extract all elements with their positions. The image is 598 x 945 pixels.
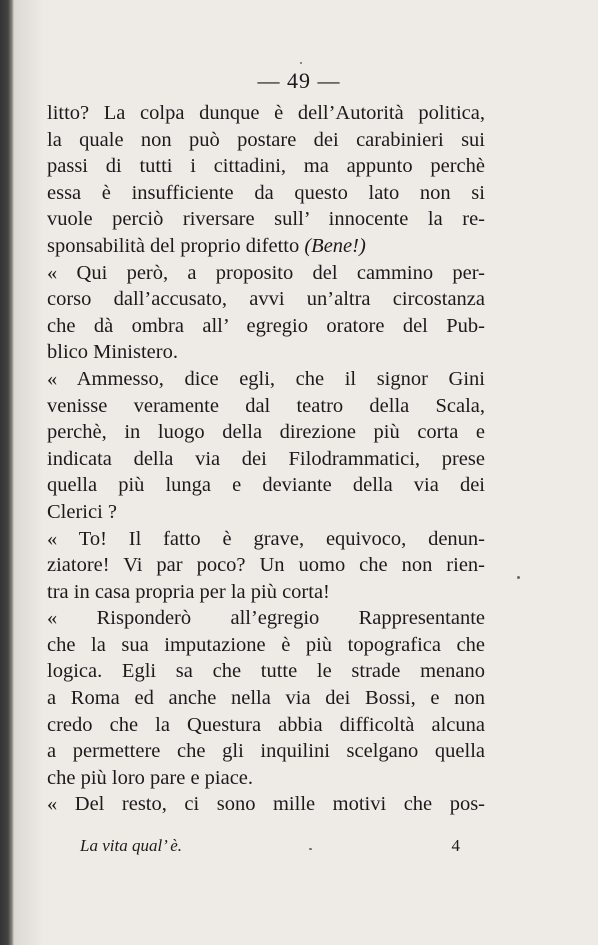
text-line <box>47 366 485 393</box>
print-speck <box>517 576 520 579</box>
text-line <box>47 685 485 712</box>
text-line-content: « To! Il fatto è grave, equivoco, denun- <box>47 527 485 550</box>
text-line <box>47 446 485 473</box>
text-line-content: a permettere che gli inquilini scelgano quella <box>47 740 485 763</box>
text-line-content: « Ammesso, dice egli, che il signor Gini <box>47 367 485 390</box>
page-number: — 49 — <box>257 68 341 93</box>
text-line-content: blico Ministero. <box>47 341 178 364</box>
text-line-content: venisse veramente dal teatro della Scala, <box>47 394 485 417</box>
signature-mark: 4 <box>451 836 460 855</box>
text-line-content: quella più lunga e deviante della via dei <box>47 474 485 497</box>
text-line <box>47 153 485 180</box>
text-line-content: passi di tutti i cittadini, ma appunto perchè <box>47 155 485 178</box>
text-line <box>47 339 485 366</box>
text-line-content: a Roma ed anche nella via dei Bossi, e non <box>47 687 485 710</box>
text-line-content: indicata della via dei Filodrammatici, prese <box>47 447 485 470</box>
text-line <box>47 658 485 685</box>
body-text <box>47 100 485 818</box>
gutter-shadow <box>14 0 44 945</box>
text-line-content: la quale non può postare dei carabinieri sui <box>47 128 485 151</box>
text-line <box>47 738 485 765</box>
text-line-content: Clerici ? <box>47 500 118 523</box>
text-line <box>47 632 485 659</box>
text-line-content: che dà ombra all’ egregio oratore del Pub- <box>47 314 485 337</box>
print-speck <box>309 848 312 850</box>
text-line <box>47 419 485 446</box>
text-line-content: litto? La colpa dunque è dell’Autorità politica, <box>47 102 485 124</box>
text-line <box>47 605 485 632</box>
text-line <box>47 127 485 154</box>
text-line <box>47 526 485 553</box>
running-title: La vita qual’ è. <box>80 836 182 855</box>
text-line-content: « Risponderò all’egregio Rappresentante <box>47 607 485 630</box>
text-line-content: che più loro pare e piace. <box>47 766 254 789</box>
text-line <box>47 206 485 233</box>
page-footer <box>80 832 460 860</box>
text-line <box>47 180 485 207</box>
text-line <box>47 552 485 579</box>
text-line <box>47 100 485 127</box>
text-line <box>47 472 485 499</box>
text-line-content: logica. Egli sa che tutte le strade menano <box>47 660 485 683</box>
text-line-content: « Qui però, a proposito del cammino per- <box>47 261 485 284</box>
text-line <box>47 286 485 313</box>
text-line-content: perchè, in luogo della direzione più corta e <box>47 421 485 444</box>
text-line-content: « Del resto, ci sono mille motivi che pos- <box>47 793 485 816</box>
text-line <box>47 260 485 287</box>
text-line <box>47 313 485 340</box>
text-line-content: tra in casa propria per la più corta! <box>47 580 330 603</box>
text-line <box>47 579 485 606</box>
text-line <box>47 765 485 792</box>
text-line-content: credo che la Questura abbia difficoltà alcuna <box>47 713 485 736</box>
text-line-content: corso dall’accusato, avvi un’altra circostanza <box>47 288 485 311</box>
text-line <box>47 233 485 260</box>
text-line <box>47 712 485 739</box>
text-line-content: che la sua imputazione è più topografica che <box>47 633 485 656</box>
text-line-content: ziatore! Vi par poco? Un uomo che non rien- <box>47 554 485 577</box>
text-line-content: vuole perciò riversare sull’ innocente la re- <box>47 208 485 231</box>
text-line <box>47 499 485 526</box>
text-line-content: essa è insufficiente da questo lato non si <box>47 181 485 204</box>
text-line-content: sponsabilità del proprio difetto <box>47 234 305 257</box>
italic-aside: (Bene!) <box>304 234 366 257</box>
book-spine <box>0 0 14 945</box>
print-speck <box>300 62 302 64</box>
text-line <box>47 791 485 818</box>
text-line <box>47 393 485 420</box>
